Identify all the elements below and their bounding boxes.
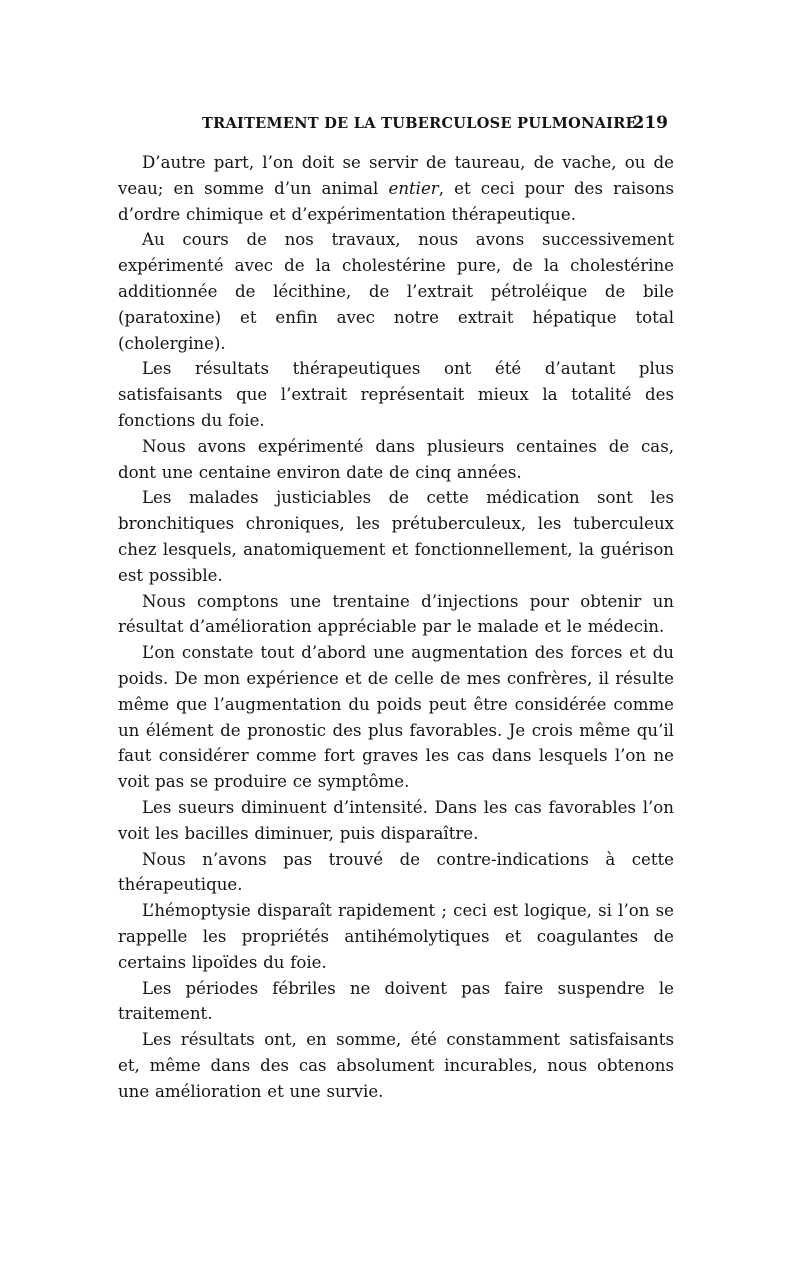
body-text (118, 150, 674, 1104)
paragraph-7: L’on constate tout d’abord une augmentation des forces et du poids. De mon expérience et de celle de mes confrères, il résulte même que l’augmentation du poids peut être considérée comme un élément de pronostic des plus favorables. Je crois même qu’il faut considérer comme fort graves les cas dans lesquels l’on ne voit pas se produire ce symptôme. (118, 643, 674, 792)
paragraph-5: Les malades justiciables de cette médication sont les bronchitiques chroniques, les prétuberculeux, les tuberculeux chez lesquels, anatomiquement et fonctionnellement, la guérison est possible. (118, 488, 674, 585)
page-number: 219 (632, 113, 668, 133)
running-title: TRAITEMENT DE LA TUBERCULOSE PULMONAIRE (202, 115, 637, 132)
running-head (118, 113, 678, 141)
paragraph-2: Au cours de nos travaux, nous avons successivement expérimenté avec de la cholestérine pure, de la cholestérine additionnée de lécithine, de l’extrait pétroléique de bile (paratoxine) et enfin avec notre extrait hépatique total (cholergine). (118, 230, 674, 353)
paragraph-6: Nous comptons une trentaine d’injections pour obtenir un résultat d’amélioration appréciable par le malade et le médecin. (118, 591, 674, 637)
paragraph-3: Les résultats thérapeutiques ont été d’autant plus satisfaisants que l’extrait représentait mieux la totalité des fonctions du foie. (118, 359, 674, 430)
paragraph-4: Nous avons expérimenté dans plusieurs centaines de cas, dont une centaine environ date de cinq années. (118, 436, 674, 482)
paragraph-12: Les résultats ont, en somme, été constamment satisfaisants et, même dans des cas absolument incurables, nous obtenons une amélioration et une survie. (118, 1030, 674, 1101)
paragraph-11: Les périodes fébriles ne doivent pas faire suspendre le traitement. (118, 978, 674, 1024)
paragraph-9: Nous n’avons pas trouvé de contre-indications à cette thérapeutique. (118, 849, 674, 895)
paragraph-10: L’hémoptysie disparaît rapidement ; ceci est logique, si l’on se rappelle les propriétés antihémolytiques et coagulantes de certains lipoïdes du foie. (118, 901, 674, 972)
paragraph-1 (118, 150, 674, 227)
paragraph-1-emphasis: entier (388, 178, 439, 198)
paragraph-1-text-start: D’autre part, l’on doit se servir de taureau, de vache, ou de veau; en somme d’un animal (118, 153, 674, 198)
paragraph-8: Les sueurs diminuent d’intensité. Dans les cas favorables l’on voit les bacilles diminuer, puis disparaître. (118, 797, 674, 843)
paragraph-1-text-end: , et ceci pour des raisons d’ordre chimique et d’expérimentation thérapeutique. (118, 178, 674, 224)
